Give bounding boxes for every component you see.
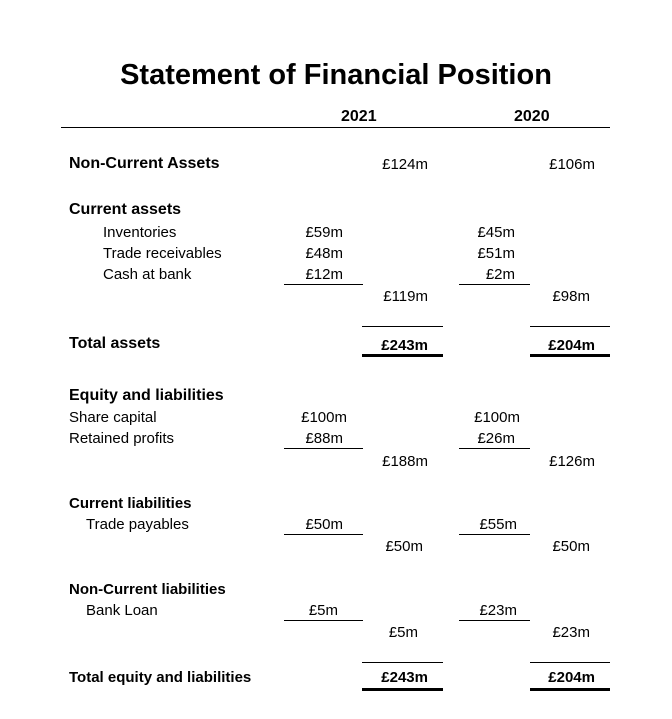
non-current-liabilities-total-2020: £23m: [552, 624, 590, 641]
retained-profits-label: Retained profits: [69, 430, 175, 447]
non-current-liabilities-subtotal-rule-2021: [284, 620, 363, 621]
equity-subtotal-rule-2020: [459, 448, 530, 449]
non-current-liabilities-total-2021: £5m: [388, 624, 418, 641]
current-liabilities-total-2020: £50m: [552, 538, 590, 555]
year-header-2020: 2020: [514, 108, 550, 125]
current-liabilities-total-2021: £50m: [385, 538, 423, 555]
total-equity-liabilities-double-rule-2021: [362, 688, 443, 691]
equity-total-2020: £126m: [549, 453, 595, 470]
bank-loan-2020: £23m: [479, 602, 517, 619]
equity-liabilities-label: Equity and liabilities: [69, 387, 224, 404]
total-assets-label: Total assets: [69, 335, 161, 352]
current-assets-subtotal-rule-2021: [284, 284, 363, 285]
total-equity-liabilities-double-rule-2020: [530, 688, 610, 691]
current-assets-label: Current assets: [69, 201, 182, 218]
trade-payables-2020: £55m: [479, 516, 517, 533]
total-equity-liabilities-top-rule-2021: [362, 662, 443, 663]
current-liabilities-subtotal-rule-2021: [284, 534, 363, 535]
non-current-liabilities-subtotal-rule-2020: [459, 620, 530, 621]
total-equity-liabilities-top-rule-2020: [530, 662, 610, 663]
year-header-2021: 2021: [341, 108, 377, 125]
total-equity-liabilities-2021: £243m: [381, 669, 428, 686]
cash-at-bank-label: Cash at bank: [103, 266, 192, 283]
trade-payables-2021: £50m: [305, 516, 343, 533]
inventories-label: Inventories: [103, 224, 177, 241]
share-capital-label: Share capital: [69, 409, 157, 426]
total-assets-2021: £243m: [381, 337, 428, 354]
non-current-assets-total-2020: £106m: [549, 156, 595, 173]
cash-at-bank-2021: £12m: [305, 266, 343, 283]
non-current-assets-total-2021: £124m: [382, 156, 428, 173]
current-liabilities-subtotal-rule-2020: [459, 534, 530, 535]
current-liabilities-label: Current liabilities: [69, 495, 192, 512]
trade-receivables-label: Trade receivables: [103, 245, 222, 262]
trade-receivables-2020: £51m: [477, 245, 515, 262]
equity-subtotal-rule-2021: [284, 448, 363, 449]
non-current-liabilities-label: Non-Current liabilities: [69, 581, 226, 598]
total-equity-liabilities-2020: £204m: [548, 669, 595, 686]
header-divider: [61, 127, 610, 128]
inventories-2020: £45m: [477, 224, 515, 241]
total-assets-top-rule-2021: [362, 326, 443, 327]
cash-at-bank-2020: £2m: [485, 266, 515, 283]
trade-payables-label: Trade payables: [86, 516, 189, 533]
trade-receivables-2021: £48m: [305, 245, 343, 262]
total-assets-2020: £204m: [548, 337, 595, 354]
inventories-2021: £59m: [305, 224, 343, 241]
bank-loan-label: Bank Loan: [86, 602, 158, 619]
bank-loan-2021: £5m: [308, 602, 338, 619]
equity-total-2021: £188m: [382, 453, 428, 470]
total-assets-top-rule-2020: [530, 326, 610, 327]
current-assets-total-2021: £119m: [383, 288, 428, 305]
document-title: Statement of Financial Position: [120, 59, 552, 91]
share-capital-2021: £100m: [301, 409, 347, 426]
current-assets-subtotal-rule-2020: [459, 284, 530, 285]
total-equity-liabilities-label: Total equity and liabilities: [69, 669, 252, 686]
total-assets-double-rule-2020: [530, 354, 610, 357]
share-capital-2020: £100m: [474, 409, 520, 426]
current-assets-total-2020: £98m: [552, 288, 590, 305]
retained-profits-2021: £88m: [305, 430, 343, 447]
total-assets-double-rule-2021: [362, 354, 443, 357]
retained-profits-2020: £26m: [477, 430, 515, 447]
non-current-assets-label: Non-Current Assets: [69, 155, 220, 172]
